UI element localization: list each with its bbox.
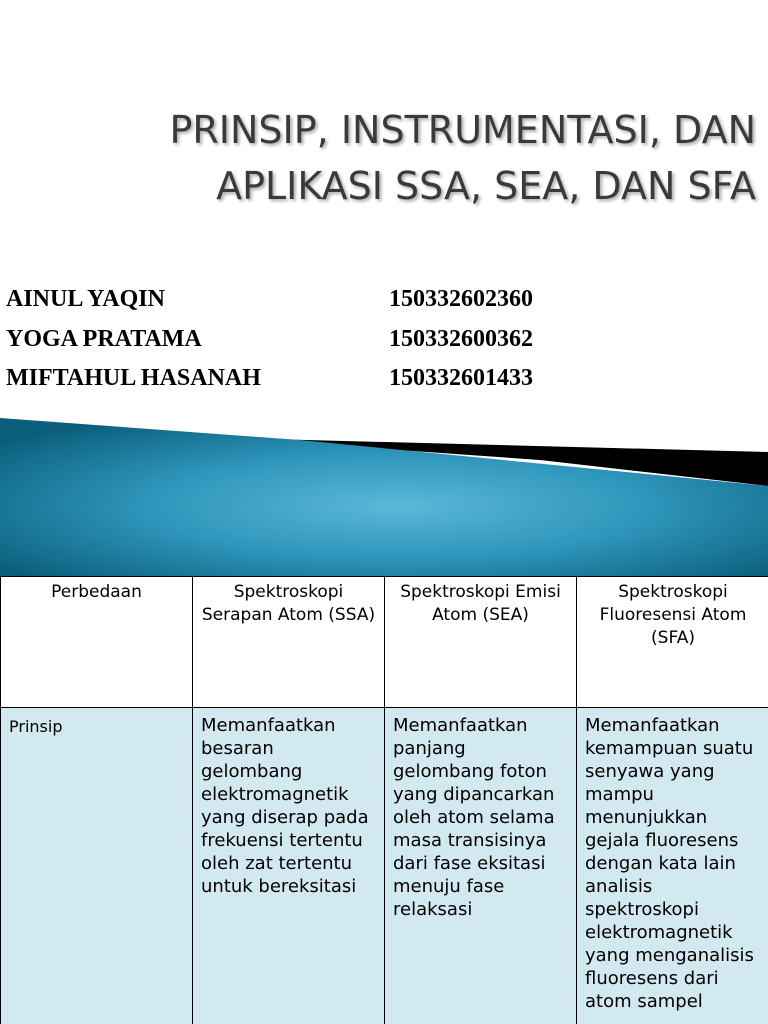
author-row xyxy=(6,365,606,405)
cell-sea-prinsip: Memanfaatkan panjang gelombang foton yang dipancarkan oleh atom selama masa transisinya dari fase eksitasi menuju fase relaksasi xyxy=(385,708,577,1024)
author-name: AINUL YAQIN xyxy=(6,286,165,312)
author-nim: 150332601433 xyxy=(389,365,533,391)
table-header-row xyxy=(1,577,768,708)
comparison-table-container xyxy=(0,576,768,1024)
banner-blue-wedge xyxy=(0,418,768,578)
row-label-prinsip: Prinsip xyxy=(1,708,193,1024)
author-list xyxy=(6,286,606,405)
title-line-2: APLIKASI SSA, SEA, DAN SFA xyxy=(216,164,756,208)
comparison-table xyxy=(0,576,768,1024)
slide-title xyxy=(16,102,756,214)
author-name: YOGA PRATAMA xyxy=(6,325,202,352)
author-nim: 150332600362 xyxy=(389,325,533,352)
header-sea: Spektroskopi Emisi Atom (SEA) xyxy=(385,577,577,708)
author-name: MIFTAHUL HASANAH xyxy=(6,365,261,391)
cell-sfa-prinsip: Memanfaatkan kemampuan suatu senyawa yang mampu menunjukkan gejala fluoresens dengan kata lain analisis spektroskopi elektromagnetik yang menganalisis fluoresens dari atom sampel xyxy=(577,708,768,1024)
author-row xyxy=(6,286,606,326)
author-nim: 150332602360 xyxy=(389,286,533,312)
header-perbedaan: Perbedaan xyxy=(1,577,193,708)
table-row xyxy=(1,708,768,1024)
header-ssa: Spektroskopi Serapan Atom (SSA) xyxy=(193,577,385,708)
cell-ssa-prinsip: Memanfaatkan besaran gelombang elektromagnetik yang diserap pada frekuensi tertentu oleh zat tertentu untuk bereksitasi xyxy=(193,708,385,1024)
header-sfa: Spektroskopi Fluoresensi Atom (SFA) xyxy=(577,577,768,708)
author-row xyxy=(6,326,606,366)
decorative-banner xyxy=(0,412,768,578)
title-line-1: PRINSIP, INSTRUMENTASI, DAN xyxy=(169,108,756,152)
